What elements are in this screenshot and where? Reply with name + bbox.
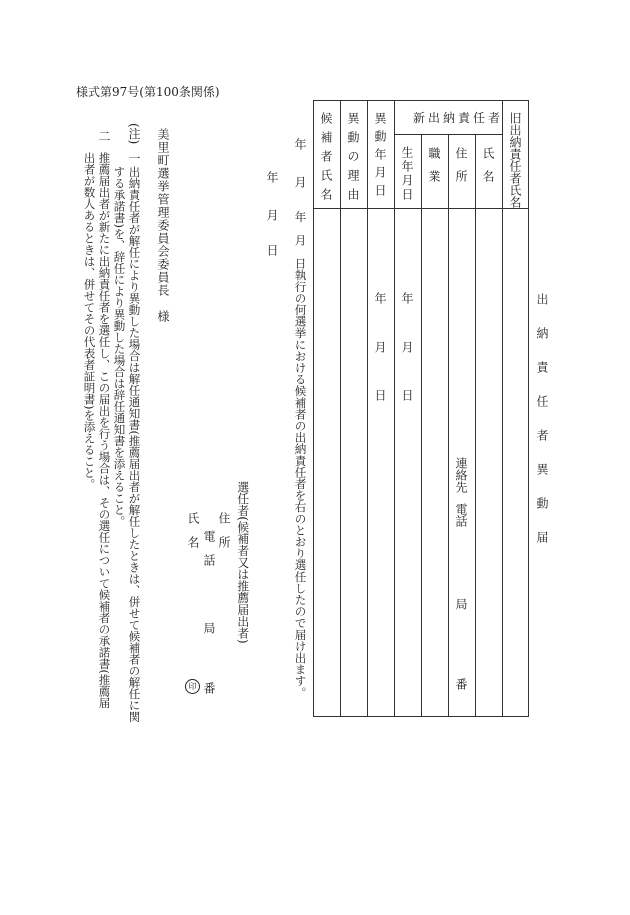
- appointer-number-label: 番: [202, 682, 216, 694]
- change-month-label: 月: [373, 341, 387, 353]
- note-2-line-1: 推薦届出者が新たに出納責任者を選任し、この届出を行う場合は、その選任について候補者の承諾書(推薦届: [97, 152, 112, 709]
- appointer-name-label: 氏 名: [186, 512, 200, 548]
- note-1-line-1: 出納責任者が解任により異動した場合は解任通知書(推薦届出者が解任したときは、併せて候補者の解任に関: [127, 166, 142, 723]
- change-year-label: 年: [373, 292, 387, 304]
- submission-day: 日: [265, 244, 279, 256]
- appointer-address-label: 住 所: [217, 512, 231, 548]
- birth-year-label: 年: [400, 292, 414, 304]
- appointer-office-label: 局: [202, 622, 216, 634]
- note-1-number: 一: [127, 152, 141, 164]
- header-candidate-name: 候補者氏名: [319, 112, 333, 207]
- header-old-manager-name: 旧出納責任者氏名: [508, 112, 522, 208]
- header-name: 氏名: [481, 147, 495, 193]
- statement-month: 月: [293, 176, 307, 188]
- appointer-phone-label: 電 話: [202, 530, 216, 566]
- note-2-line-2: 出者が数人あるときは、併せてその代表者証明書)を添えること。: [82, 152, 97, 490]
- contact-phone-label: 電話: [454, 503, 468, 527]
- header-change-date: 異動年月日: [373, 112, 387, 202]
- birth-month-label: 月: [400, 341, 414, 353]
- contact-label: 連絡先: [454, 457, 468, 493]
- birth-day-label: 日: [400, 389, 414, 401]
- note-2-number: 二: [97, 130, 111, 142]
- change-day-label: 日: [373, 389, 387, 401]
- statement-year: 年: [293, 138, 307, 150]
- notes-header: (注): [127, 123, 141, 145]
- form-title: 出納責任者異動届: [535, 293, 549, 565]
- note-1-line-2: する承諾書)を、辞任により異動した場合は辞任通知書を添えること。: [112, 166, 127, 527]
- submission-month: 月: [265, 209, 279, 221]
- contact-number-label: 番: [454, 678, 468, 690]
- seal-mark: 印: [185, 679, 200, 694]
- statement-text: 年 月 日執行の何選挙における候補者の出納責任者を右のとおり選任したので届け出ます。: [293, 211, 308, 699]
- submission-year: 年: [265, 171, 279, 183]
- header-birthdate: 生年月日: [400, 146, 414, 202]
- header-address: 住所: [454, 147, 468, 193]
- form-number: 様式第97号(第100条関係): [76, 85, 220, 99]
- header-occupation: 職業: [427, 147, 441, 193]
- header-change-reason: 異動の理由: [346, 112, 360, 207]
- header-new-manager: 新出納責任者: [413, 111, 504, 125]
- contact-office-label: 局: [454, 598, 468, 610]
- appointer-label: 選任者(候補者又は推薦届出者): [235, 481, 250, 644]
- addressee: 美里町選挙管理委員会委員長 様: [156, 128, 170, 323]
